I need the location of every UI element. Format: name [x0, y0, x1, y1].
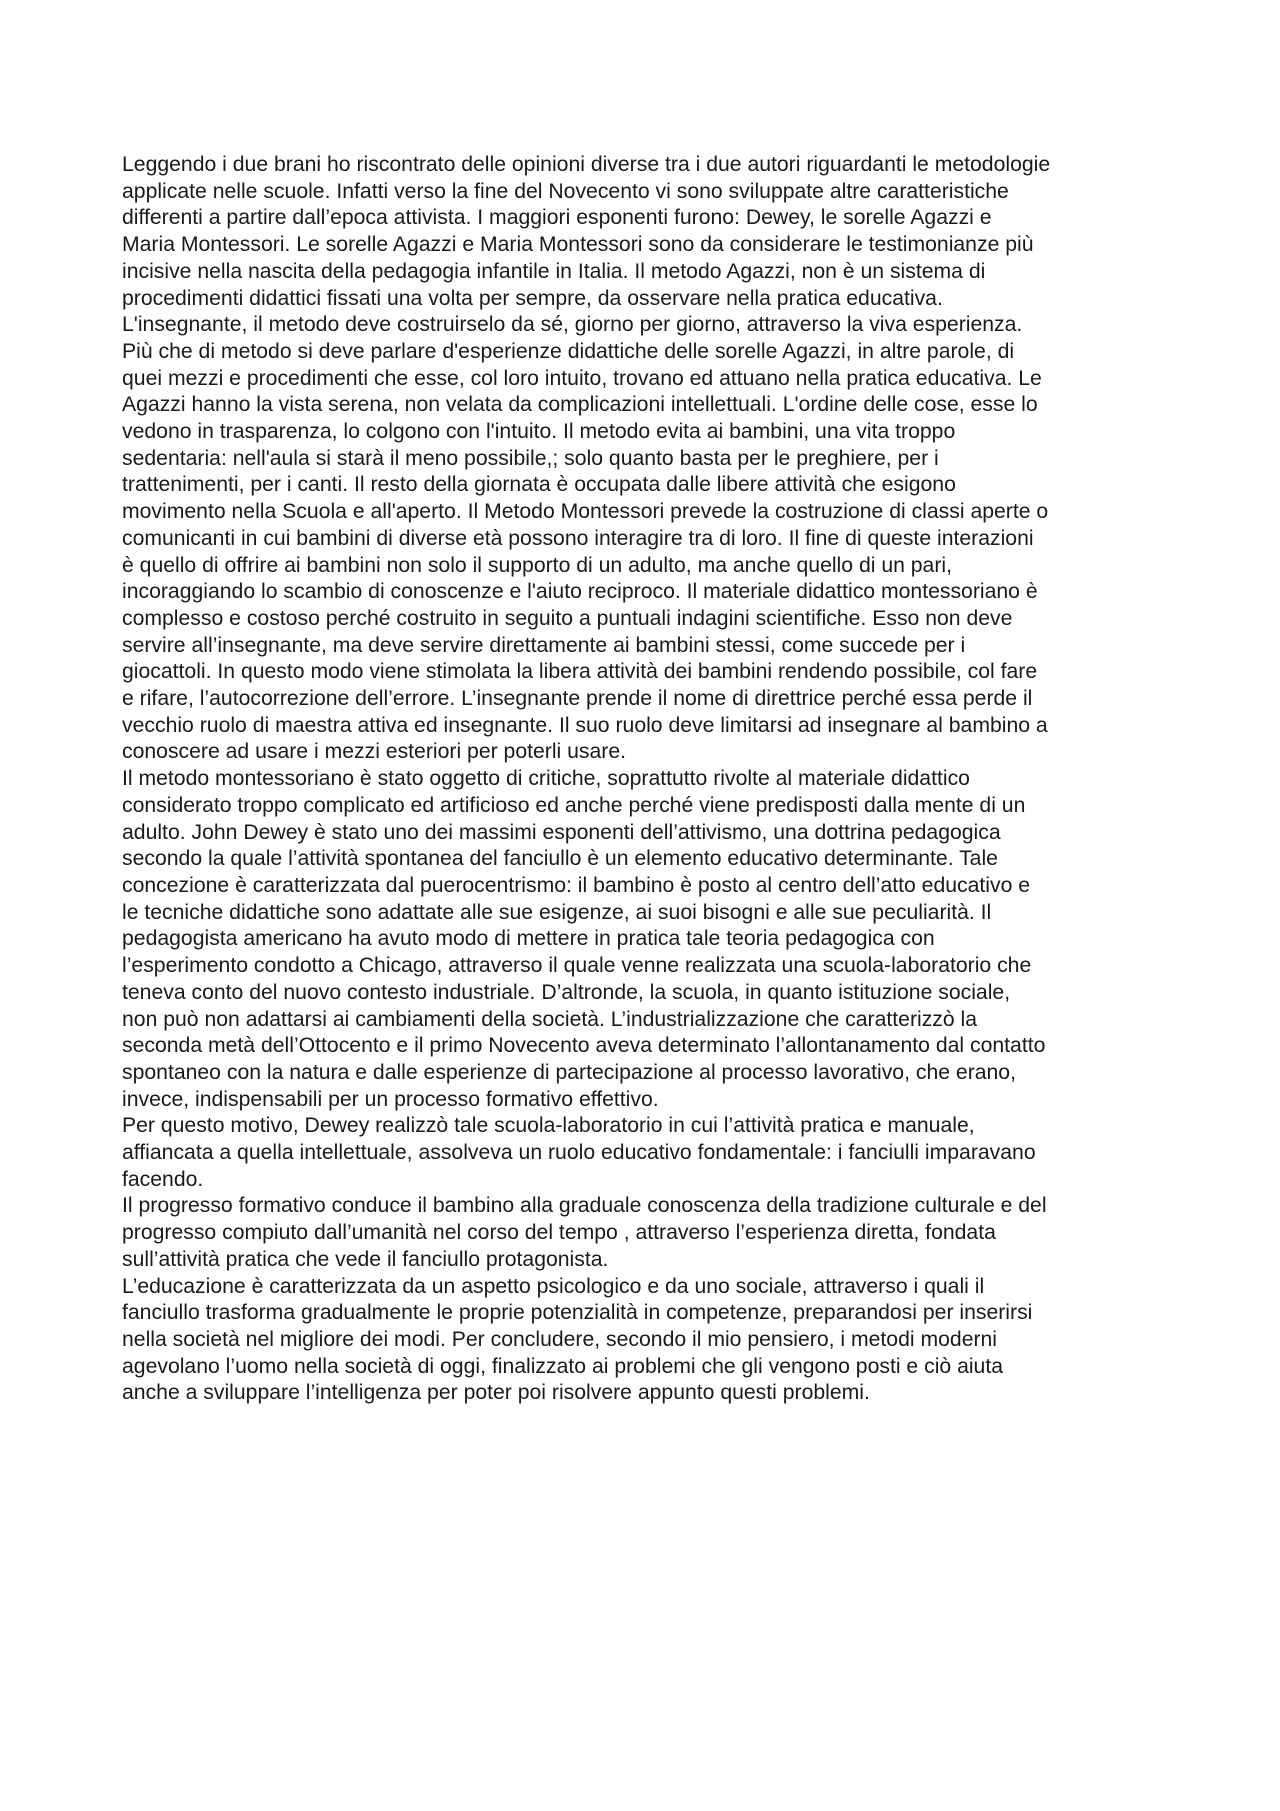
text-line: considerato troppo complicato ed artificioso ed anche perché viene predisposti dalla mente di un — [122, 793, 1026, 817]
text-line: nella società nel migliore dei modi. Per concludere, secondo il mio pensiero, i metodi moderni — [122, 1327, 998, 1351]
text-line: non può non adattarsi ai cambiamenti della società. L’industrializzazione che caratterizzò la — [122, 1007, 978, 1031]
text-line: Il metodo montessoriano è stato oggetto di critiche, soprattutto rivolte al materiale didattico — [122, 767, 970, 791]
text-line: sedentaria: nell'aula si starà il meno possibile,; solo quanto basta per le preghiere, per i — [122, 446, 939, 470]
text-line: anche a sviluppare l’intelligenza per poter poi risolvere appunto questi problemi. — [122, 1381, 870, 1405]
text-line: fanciullo trasforma gradualmente le proprie potenzialità in competenze, preparandosi per inserirsi — [122, 1301, 1033, 1325]
text-line: teneva conto del nuovo contesto industriale. D’altronde, la scuola, in quanto istituzione sociale, — [122, 980, 1011, 1004]
text-line: giocattoli. In questo modo viene stimolata la libera attività dei bambini rendendo possibile, col fare — [122, 660, 1038, 684]
text-line: Il progresso formativo conduce il bambino alla graduale conoscenza della tradizione culturale e del — [122, 1194, 1047, 1218]
text-line: e rifare, l’autocorrezione dell’errore. L’insegnante prende il nome di direttrice perché essa perde il — [122, 687, 1033, 711]
text-line: facendo. — [122, 1167, 204, 1191]
text-line: progresso compiuto dall’umanità nel corso del tempo , attraverso l’esperienza diretta, fondata — [122, 1221, 996, 1245]
text-line: complesso e costoso perché costruito in seguito a puntuali indagini scientifiche. Esso non deve — [122, 606, 1013, 630]
text-line: invece, indispensabili per un processo formativo effettivo. — [122, 1087, 659, 1111]
text-line: le tecniche didattiche sono adattate alle sue esigenze, ai suoi bisogni e alle sue peculiarità. Il — [122, 900, 992, 924]
text-line: comunicanti in cui bambini di diverse età possono interagire tra di loro. Il fine di queste interazioni — [122, 526, 1034, 550]
text-line: incoraggiando lo scambio di conoscenze e l'aiuto reciproco. Il materiale didattico montessoriano è — [122, 580, 1038, 604]
text-line: servire all’insegnante, ma deve servire direttamente ai bambini stessi, come succede per i — [122, 633, 966, 657]
text-line: secondo la quale l’attività spontanea del fanciullo è un elemento educativo determinante. Tale — [122, 847, 998, 871]
text-line: Maria Montessori. Le sorelle Agazzi e Maria Montessori sono da considerare le testimonianze più — [122, 233, 1034, 257]
text-line: pedagogista americano ha avuto modo di mettere in pratica tale teoria pedagogica con — [122, 927, 935, 951]
text-line: seconda metà dell’Ottocento e il primo Novecento aveva determinato l’allontanamento dal contatto — [122, 1034, 1046, 1058]
text-line: Per questo motivo, Dewey realizzò tale scuola-laboratorio in cui l’attività pratica e manuale, — [122, 1114, 975, 1138]
text-line: conoscere ad usare i mezzi esteriori per poterli usare. — [122, 740, 627, 764]
text-line: Leggendo i due brani ho riscontrato delle opinioni diverse tra i due autori riguardanti le metodologie — [122, 153, 1051, 176]
text-line: sull’attività pratica che vede il fanciullo protagonista. — [122, 1247, 609, 1271]
text-line: procedimenti didattici fissati una volta per sempre, da osservare nella pratica educativa. — [122, 286, 943, 310]
text-line: Agazzi hanno la vista serena, non velata da complicazioni intellettuali. L'ordine delle cose, esse lo — [122, 393, 1038, 417]
text-line: L’educazione è caratterizzata da un aspetto psicologico e da uno sociale, attraverso i quali il — [122, 1274, 985, 1298]
text-line: incisive nella nascita della pedagogia infantile in Italia. Il metodo Agazzi, non è un sistema di — [122, 259, 986, 283]
text-line: è quello di offrire ai bambini non solo il supporto di un adulto, ma anche quello di un pari, — [122, 553, 952, 577]
text-line: agevolano l’uomo nella società di oggi, finalizzato ai problemi che gli vengono posti e ciò aiuta — [122, 1354, 1004, 1378]
text-line: l’esperimento condotto a Chicago, attraverso il quale venne realizzata una scuola-laboratorio che — [122, 954, 1032, 978]
text-line: concezione è caratterizzata dal puerocentrismo: il bambino è posto al centro dell’atto educativo e — [122, 873, 1031, 897]
text-line: Più che di metodo si deve parlare d'esperienze didattiche delle sorelle Agazzi, in altre parole, di — [122, 339, 1015, 363]
text-line: trattenimenti, per i canti. Il resto della giornata è occupata dalle libere attività che esigono — [122, 473, 956, 497]
text-line: vecchio ruolo di maestra attiva ed insegnante. Il suo ruolo deve limitarsi ad insegnare al bambino a — [122, 713, 1048, 737]
text-line: differenti a partire dall’epoca attivista. I maggiori esponenti furono: Dewey, le sorelle Agazzi e — [122, 206, 992, 230]
text-line: affiancata a quella intellettuale, assolveva un ruolo educativo fondamentale: i fanciulli imparavano — [122, 1141, 1036, 1165]
text-line: movimento nella Scuola e all'aperto. Il Metodo Montessori prevede la costruzione di classi aperte o — [122, 500, 1049, 524]
text-line: vedono in trasparenza, lo colgono con l'intuito. Il metodo evita ai bambini, una vita troppo — [122, 420, 956, 444]
text-line: quei mezzi e procedimenti che esse, col loro intuito, trovano ed attuano nella pratica educativa. Le — [122, 366, 1042, 390]
text-line: applicate nelle scuole. Infatti verso la fine del Novecento vi sono sviluppate altre caratteristiche — [122, 179, 1009, 203]
document-body-text — [122, 152, 1167, 1407]
text-line: L'insegnante, il metodo deve costruirselo da sé, giorno per giorno, attraverso la viva esperienza. — [122, 313, 1023, 337]
text-line: adulto. John Dewey è stato uno dei massimi esponenti dell’attivismo, una dottrina pedagogica — [122, 820, 1001, 844]
text-line: spontaneo con la natura e dalle esperienze di partecipazione al processo lavorativo, che erano, — [122, 1060, 1016, 1084]
